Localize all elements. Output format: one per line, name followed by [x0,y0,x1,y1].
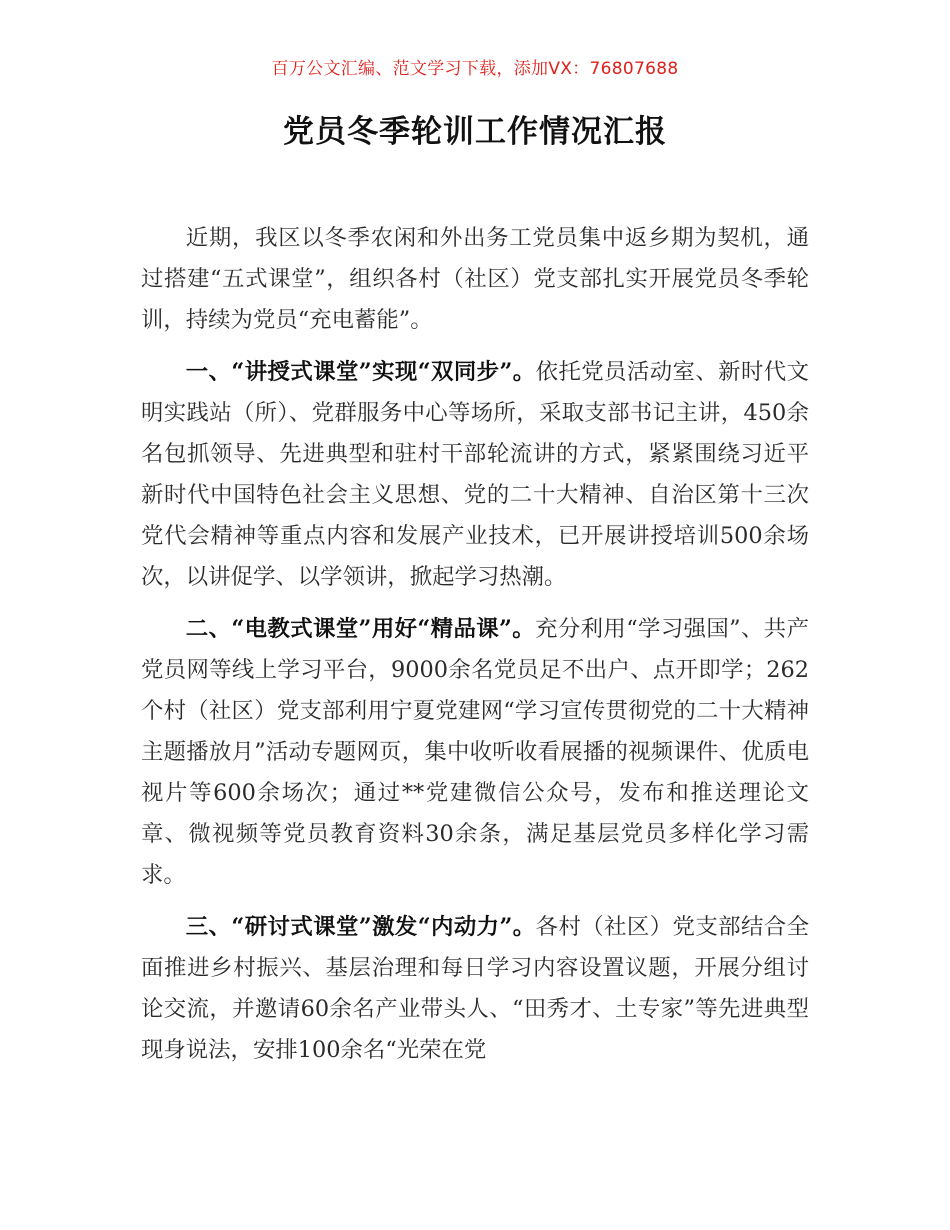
section-one-paragraph [141,352,809,598]
section-three-heading: 三、“研讨式课堂”激发“内动力”。 [185,914,536,940]
section-one-heading: 一、“讲授式课堂”实现“双同步”。 [185,359,536,385]
intro-paragraph [141,218,809,341]
intro-text: 近期，我区以冬季农闲和外出务工党员集中返乡期为契机，通过搭建“五式课堂”，组织各村（社区）党支部扎实开展党员冬季轮训，持续为党员“充电蓄能”。 [141,225,809,333]
section-one-text: 依托党员活动室、新时代文明实践站（所）、党群服务中心等场所，采取支部书记主讲，450余名包抓领导、先进典型和驻村干部轮流讲的方式，紧紧围绕习近平新时代中国特色社会主义思想、党的二十大精神、自治区第十三次党代会精神等重点内容和发展产业技术，已开展讲授培训500余场次，以讲促学、以学领讲，掀起学习热潮。 [141,359,809,590]
document-title: 党员冬季轮训工作情况汇报 [283,114,667,150]
section-two-text: 充分利用“学习强国”、共产党员网等线上学习平台，9000余名党员足不出户、点开即学；262个村（社区）党支部利用宁夏党建网“学习宣传贯彻党的二十大精神主题播放月”活动专题网页，集中收听收看展播的视频课件、优质电视片等600余场次；通过**党建微信公众号，发布和推送理论文章、微视频等党员教育资料30余条，满足基层党员多样化学习需求。 [141,616,809,888]
section-three-paragraph [141,907,809,1071]
section-two-heading: 二、“电教式课堂”用好“精品课”。 [185,616,536,642]
document-body [141,218,809,1082]
section-two-paragraph [141,609,809,896]
promo-banner: 百万公文汇编、范文学习下载，添加VX：76807688 [271,59,679,79]
section-three-text: 各村（社区）党支部结合全面推进乡村振兴、基层治理和每日学习内容设置议题，开展分组讨论交流，并邀请60余名产业带头人、“田秀才、土专家”等先进典型现身说法，安排100余名“光荣在党 [141,914,809,1063]
